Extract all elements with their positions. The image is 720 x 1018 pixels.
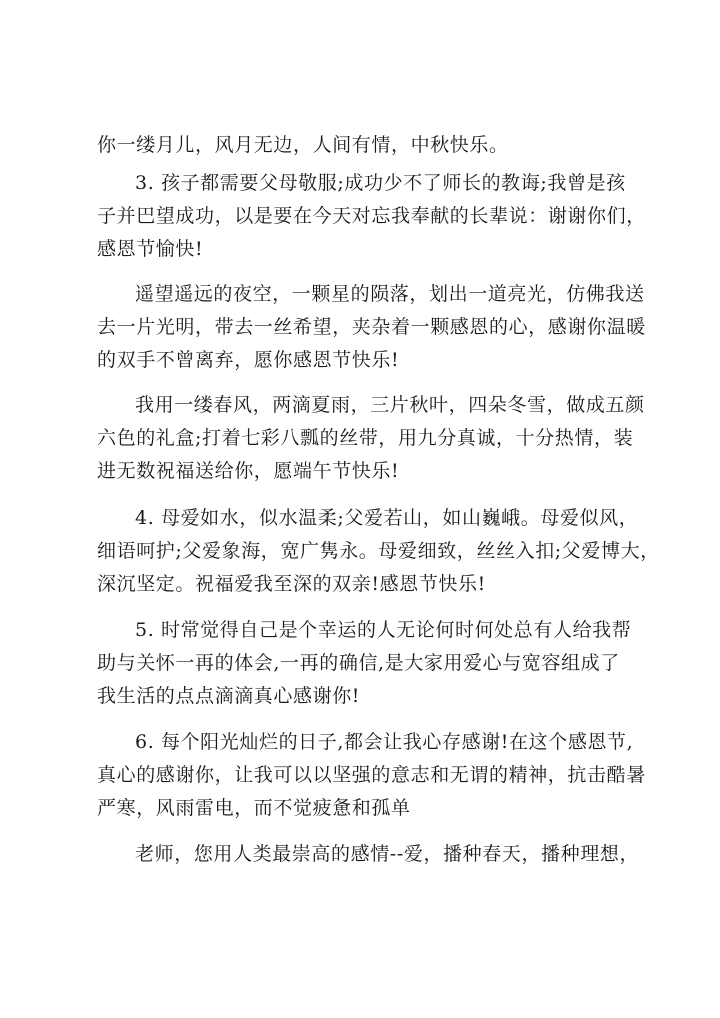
paragraph-2 <box>97 167 646 266</box>
text-line: 我用一缕春风，两滴夏雨，三片秋叶，四朵冬雪，做成五颜 <box>135 394 645 416</box>
text-line: 老师，您用人类最崇高的感情--爱，播种春天，播种理想， <box>135 843 640 865</box>
text-line: 4. 母爱如水，似水温柔;父爱若山，如山巍峨。母爱似风， <box>135 507 639 529</box>
text-line: 真心的感谢你，让我可以以坚强的意志和无谓的精神，抗击酷暑 <box>97 764 646 786</box>
text-line: 遥望遥远的夜空，一颗星的陨落，划出一道亮光，仿佛我送 <box>135 283 645 305</box>
paragraph-4 <box>97 389 645 488</box>
text-line: 助与关怀一再的体会,一再的确信,是大家用爱心与宽容组成了 <box>97 652 620 674</box>
paragraph-5 <box>97 502 660 601</box>
text-line: 的双手不曾离弃，愿你感恩节快乐! <box>97 349 400 371</box>
text-line: 深沉坚定。祝福爱我至深的双亲!感恩节快乐! <box>97 573 486 595</box>
paragraph-6 <box>97 614 637 713</box>
text-line: 你一缕月儿，风月无边，人间有情，中秋快乐。 <box>97 134 509 156</box>
text-line: 进无数祝福送给你，愿端午节快乐! <box>97 460 400 482</box>
text-line: 严寒，风雨雷电，而不觉疲惫和孤单 <box>97 797 411 819</box>
paragraph-7 <box>97 726 646 825</box>
paragraph-3 <box>97 278 646 377</box>
text-line: 我生活的点点滴滴真心感谢你! <box>97 685 361 707</box>
text-line: 六色的礼盒;打着七彩八瓢的丝带，用九分真诚，十分热情，装 <box>97 427 634 449</box>
text-line: 6. 每个阳光灿烂的日子,都会让我心存感谢!在这个感恩节, <box>135 731 634 753</box>
text-line: 感恩节愉快! <box>97 238 204 260</box>
text-line: 5. 时常觉得自己是个幸运的人无论何时何处总有人给我帮 <box>135 619 632 641</box>
paragraph-8 <box>97 838 640 871</box>
paragraph-1 <box>97 129 637 162</box>
text-line: 去一片光明，带去一丝希望，夹杂着一颗感恩的心，感谢你温暖 <box>97 316 646 338</box>
text-line: 子并巴望成功，以是要在今天对忘我奉献的长辈说：谢谢你们， <box>97 205 646 227</box>
text-line: 3. 孩子都需要父母敬服;成功少不了师长的教诲;我曾是孩 <box>135 172 626 194</box>
text-line: 细语呵护;父爱象海，宽广隽永。母爱细致，丝丝入扣;父爱博大， <box>97 540 660 562</box>
